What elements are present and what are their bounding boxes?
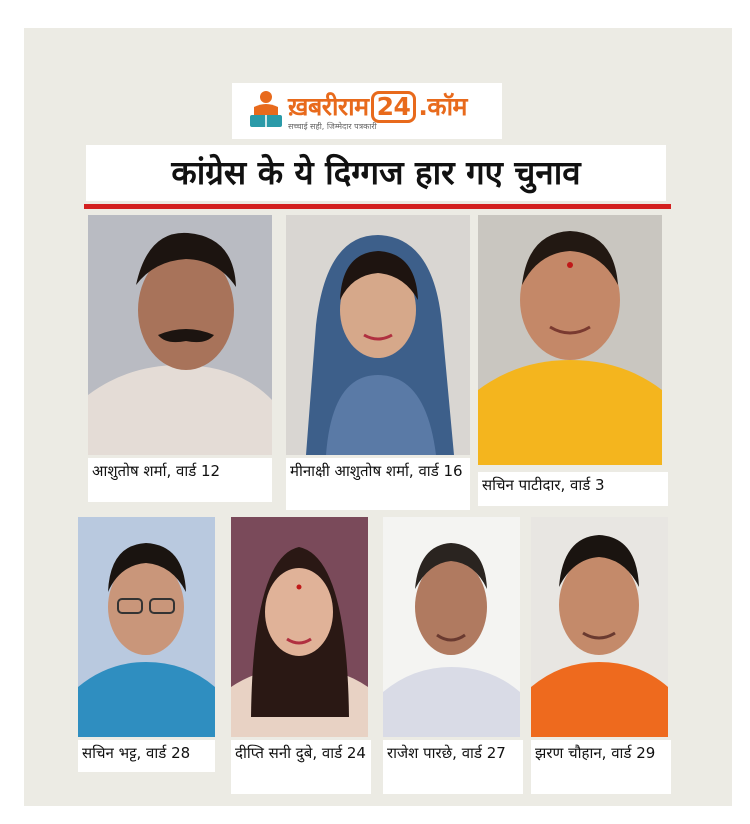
headline-rule xyxy=(84,204,671,209)
photo-ashutosh-sharma xyxy=(88,215,272,455)
photo-sachin-patidar xyxy=(478,215,662,465)
caption-rajesh-parchhe: राजेश पारछे, वार्ड 27 xyxy=(383,740,523,794)
caption-sachin-patidar: सचिन पाटीदार, वार्ड 3 xyxy=(478,472,668,506)
caption-meenakshi-ashutosh-sharma: मीनाक्षी आशुतोष शर्मा, वार्ड 16 xyxy=(286,458,470,510)
photo-deepti-sunny-dubey xyxy=(231,517,368,737)
photo-sachin-bhatt xyxy=(78,517,215,737)
logo-tagline: सच्चाई सही, जिम्मेदार पत्रकारी xyxy=(288,122,377,131)
caption-jharan-chauhan: झरण चौहान, वार्ड 29 xyxy=(531,740,671,794)
page-title: कांग्रेस के ये दिग्गज हार गए चुनाव xyxy=(86,145,666,201)
photo-meenakshi-ashutosh-sharma xyxy=(286,215,470,455)
site-logo[interactable] xyxy=(232,83,502,139)
logo-wordmark: ख़बरीराम 24 .कॉम xyxy=(288,92,467,121)
photo-jharan-chauhan xyxy=(531,517,668,737)
photo-rajesh-parchhe xyxy=(383,517,520,737)
caption-sachin-bhatt: सचिन भट्ट, वार्ड 28 xyxy=(78,740,215,772)
reader-icon xyxy=(248,89,284,129)
caption-ashutosh-sharma: आशुतोष शर्मा, वार्ड 12 xyxy=(88,458,272,502)
caption-deepti-sunny-dubey: दीप्ति सनी दुबे, वार्ड 24 xyxy=(231,740,371,794)
